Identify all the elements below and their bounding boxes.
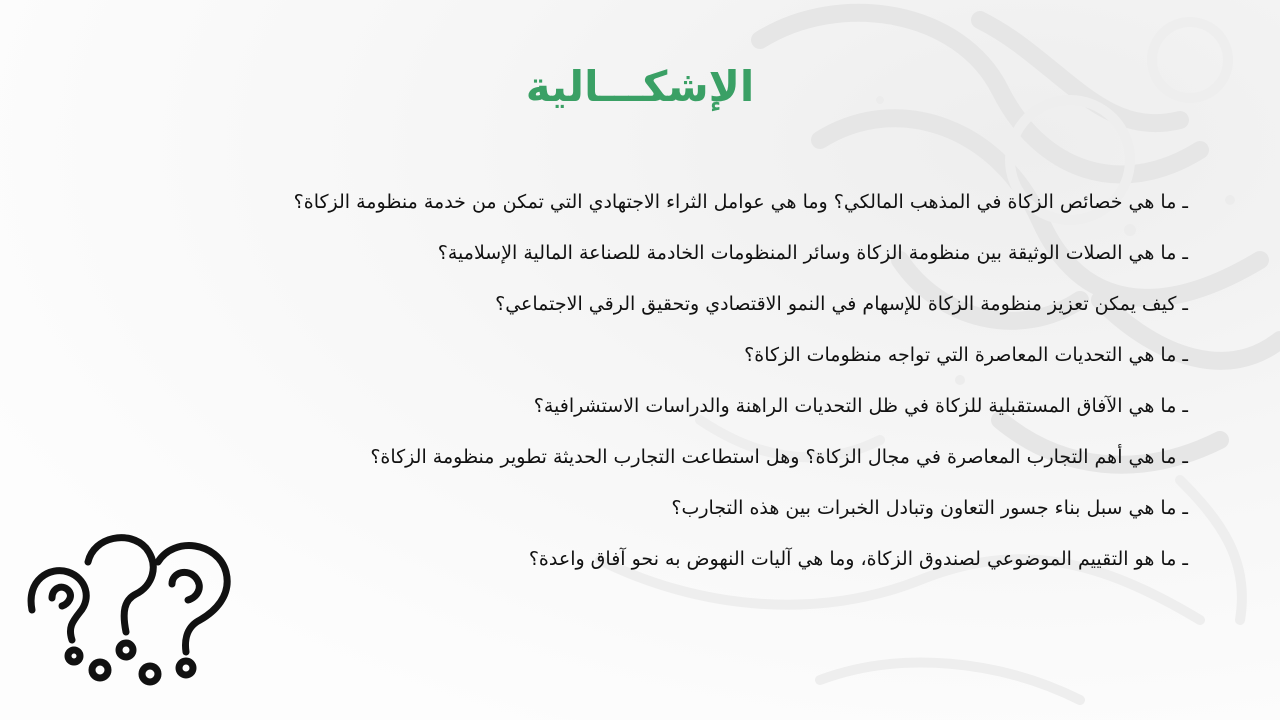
- question-item-6: ـ ما هي أهم التجارب المعاصرة في مجال الزكاة؟ وهل استطاعت التجارب الحديثة تطوير منظومة الزكاة؟: [370, 446, 1188, 468]
- questions-list: [200, 178, 1188, 586]
- question-marks-icon: [22, 528, 234, 688]
- question-item-3: ـ كيف يمكن تعزيز منظومة الزكاة للإسهام في النمو الاقتصادي وتحقيق الرقي الاجتماعي؟: [495, 293, 1188, 315]
- slide-title: الإشكـــالية: [525, 62, 755, 111]
- question-item-8: ـ ما هو التقييم الموضوعي لصندوق الزكاة، وما هي آليات النهوض به نحو آفاق واعدة؟: [528, 548, 1188, 570]
- question-item-5: ـ ما هي الآفاق المستقبلية للزكاة في ظل التحديات الراهنة والدراسات الاستشرافية؟: [533, 395, 1188, 417]
- question-item-4: ـ ما هي التحديات المعاصرة التي تواجه منظومات الزكاة؟: [744, 344, 1188, 366]
- question-item-7: ـ ما هي سبل بناء جسور التعاون وتبادل الخبرات بين هذه التجارب؟: [671, 497, 1188, 519]
- question-item-1: ـ ما هي خصائص الزكاة في المذهب المالكي؟ وما هي عوامل الثراء الاجتهادي التي تمكن من خدمة منظومة الزكاة؟: [293, 191, 1188, 213]
- question-item-2: ـ ما هي الصلات الوثيقة بين منظومة الزكاة وسائر المنظومات الخادمة للصناعة المالية الإسلامية؟: [437, 242, 1188, 264]
